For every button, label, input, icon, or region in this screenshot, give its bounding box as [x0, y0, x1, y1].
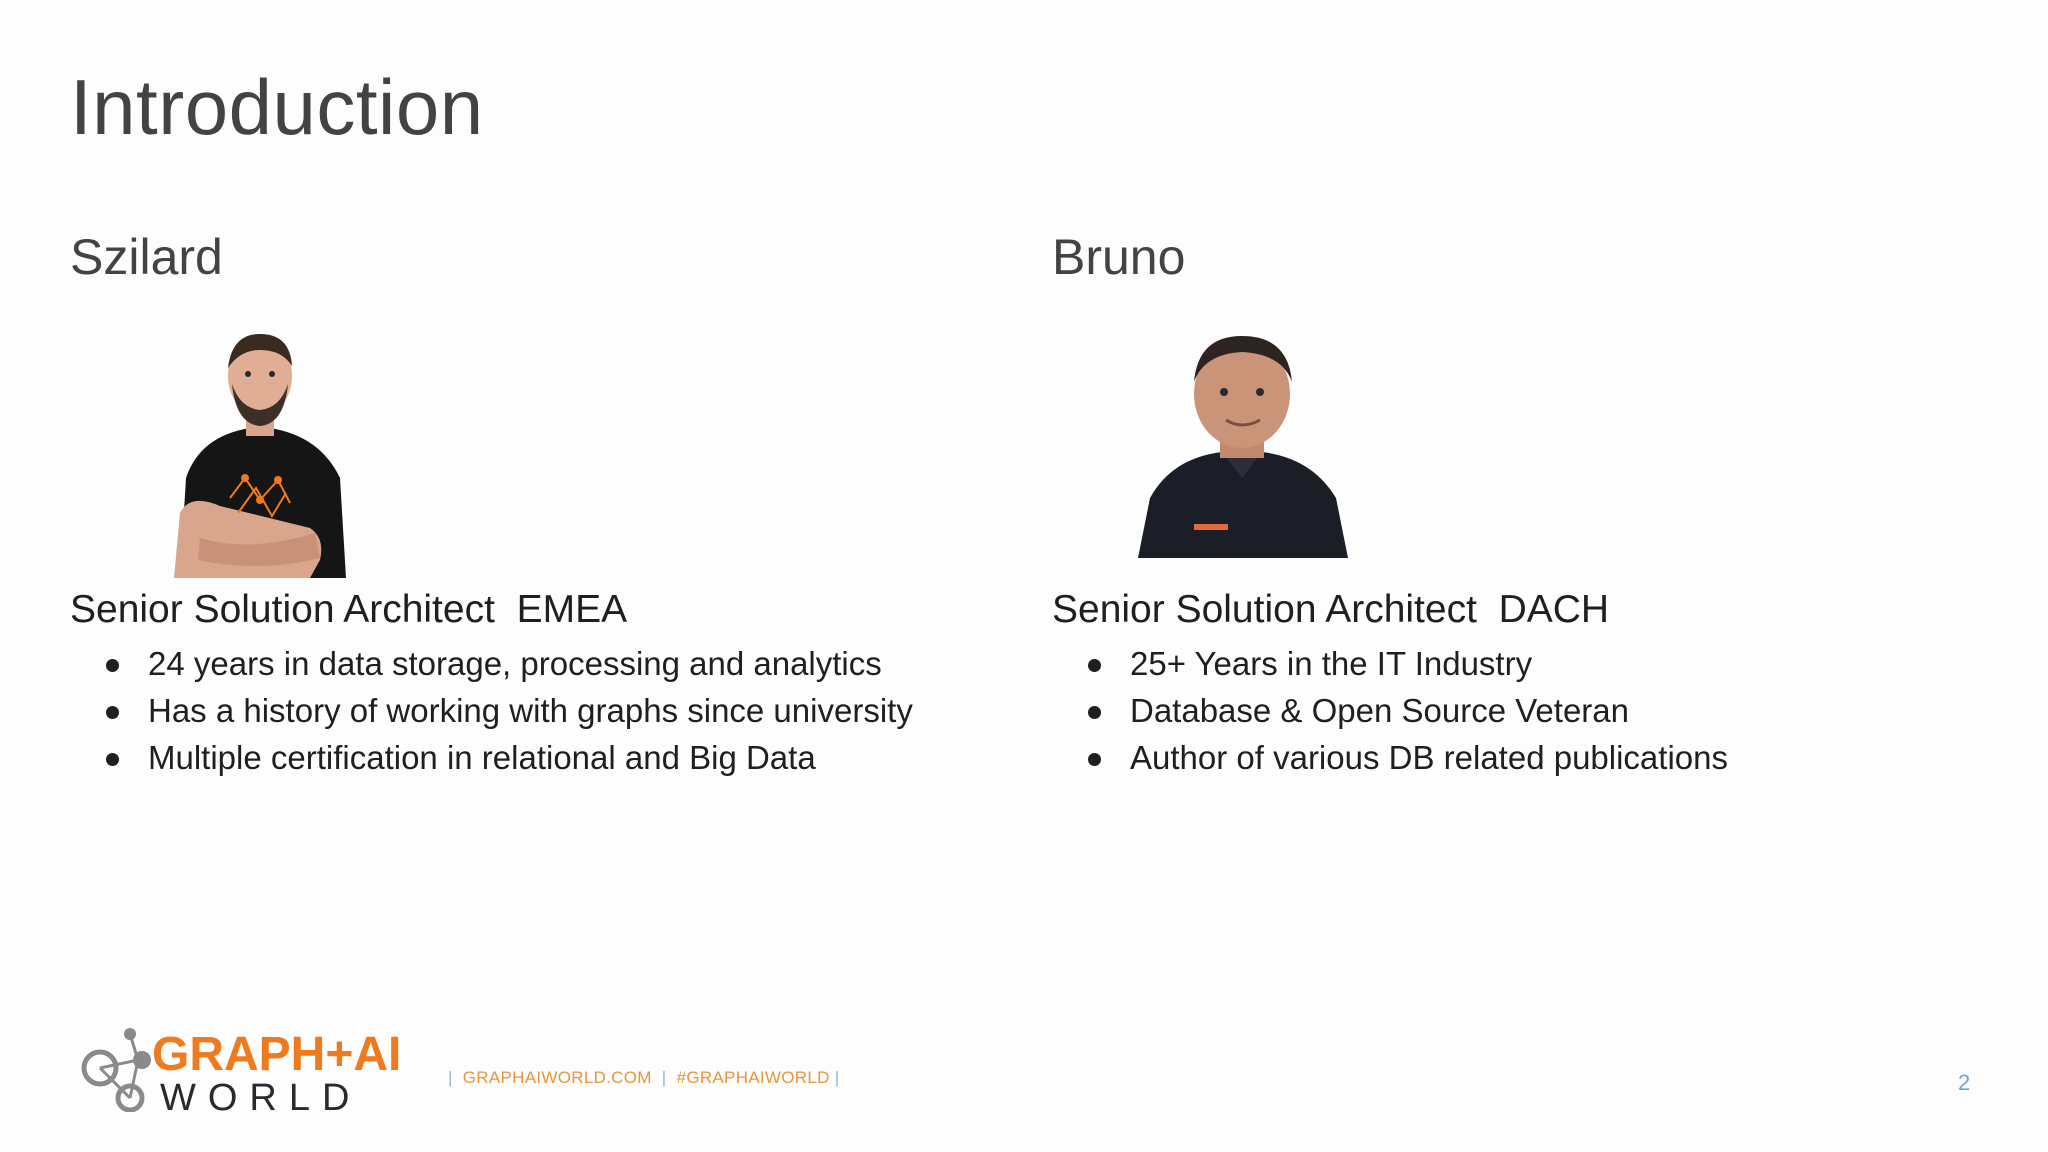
person-column-bruno [1052, 220, 2012, 776]
person-photo [1132, 328, 1352, 558]
bullet-list [100, 640, 913, 781]
slide-title: Introduction [70, 63, 484, 151]
list-item: Has a history of working with graphs since university [100, 687, 913, 734]
bullet-list [1082, 640, 1728, 781]
list-item: Multiple certification in relational and Big Data [100, 734, 913, 781]
page-number: 2 [1958, 1070, 1971, 1095]
footer-site-link[interactable]: GRAPHAIWORLD.COM [462, 1068, 652, 1087]
list-item: 24 years in data storage, processing and analytics [100, 640, 913, 687]
person-name: Bruno [1052, 229, 1186, 285]
footer-links [448, 1068, 839, 1088]
person-column-szilard [70, 220, 1030, 776]
person-name: Szilard [70, 229, 223, 285]
list-item: Author of various DB related publications [1082, 734, 1728, 781]
graph-ai-world-logo [78, 1022, 428, 1112]
list-item: Database & Open Source Veteran [1082, 687, 1728, 734]
footer-separator: | [661, 1068, 667, 1087]
person-role: Senior Solution Architect EMEA [70, 588, 628, 631]
footer-hashtag: #GRAPHAIWORLD [676, 1068, 830, 1087]
person-role: Senior Solution Architect DACH [1052, 588, 1610, 631]
list-item: 25+ Years in the IT Industry [1082, 640, 1728, 687]
footer-separator: | [834, 1068, 840, 1087]
person-photo [160, 328, 360, 578]
footer-separator: | [448, 1068, 453, 1087]
logo-bottom-text: WORLD [160, 1077, 362, 1112]
graph-nodes-icon [84, 1028, 151, 1110]
logo-top-text: GRAPH+AI [152, 1028, 402, 1081]
